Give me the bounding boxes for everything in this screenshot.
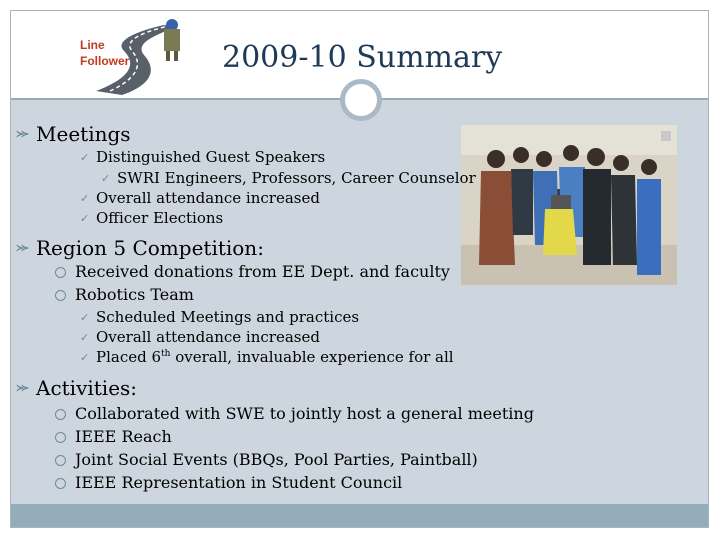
list-item-text: IEEE Representation in Student Council bbox=[75, 473, 403, 492]
ordinal-suffix: th bbox=[161, 349, 171, 359]
check-bullet-icon: ✓ bbox=[80, 311, 90, 324]
logo-text-follower: Follower bbox=[80, 54, 130, 68]
list-item bbox=[80, 189, 320, 207]
list-item-text: overall, invaluable experience for all bbox=[170, 348, 454, 366]
list-item bbox=[75, 473, 402, 492]
list-item bbox=[80, 148, 326, 166]
list-item bbox=[101, 169, 476, 187]
team-photo bbox=[461, 125, 677, 285]
check-bullet-icon: ✓ bbox=[80, 212, 90, 225]
list-item bbox=[75, 285, 194, 304]
ring-bullet-icon bbox=[55, 478, 66, 489]
slide-title: 2009-10 Summary bbox=[222, 40, 503, 75]
section-activities bbox=[16, 376, 138, 400]
list-item bbox=[80, 308, 360, 326]
list-item-text: Robotics Team bbox=[75, 285, 194, 304]
ring-bullet-icon bbox=[55, 267, 66, 278]
list-item bbox=[75, 262, 450, 281]
arrow-bullet-icon: ⪼ bbox=[16, 239, 30, 255]
list-item bbox=[75, 450, 478, 469]
list-item bbox=[75, 404, 534, 423]
arrow-bullet-icon: ⪼ bbox=[16, 379, 30, 395]
section-meetings bbox=[16, 122, 131, 146]
list-item-text: SWRI Engineers, Professors, Career Counselor bbox=[117, 169, 476, 187]
ring-bullet-icon bbox=[55, 455, 66, 466]
list-item-text: IEEE Reach bbox=[75, 427, 172, 446]
logo-text-line: Line bbox=[80, 38, 105, 52]
title-ring-ornament bbox=[340, 79, 382, 121]
check-bullet-icon: ✓ bbox=[101, 172, 111, 185]
list-item-text: Overall attendance increased bbox=[96, 189, 320, 207]
ring-bullet-icon bbox=[55, 432, 66, 443]
list-item-text: Received donations from EE Dept. and faculty bbox=[75, 262, 450, 281]
section-heading: Activities: bbox=[36, 376, 138, 400]
ring-bullet-icon bbox=[55, 290, 66, 301]
ring-bullet-icon bbox=[55, 409, 66, 420]
list-item bbox=[80, 348, 454, 366]
check-bullet-icon: ✓ bbox=[80, 192, 90, 205]
list-item-text: Overall attendance increased bbox=[96, 328, 320, 346]
section-heading: Meetings bbox=[36, 122, 131, 146]
check-bullet-icon: ✓ bbox=[80, 151, 90, 164]
list-item-text: Placed 6 bbox=[96, 348, 162, 366]
line-follower-logo bbox=[68, 17, 198, 97]
list-item bbox=[75, 427, 172, 446]
section-heading: Region 5 Competition: bbox=[36, 236, 264, 260]
check-bullet-icon: ✓ bbox=[80, 351, 90, 364]
section-region5 bbox=[16, 236, 264, 260]
list-item-text: Joint Social Events (BBQs, Pool Parties, Paintball) bbox=[75, 450, 478, 469]
list-item-text: Distinguished Guest Speakers bbox=[96, 148, 326, 166]
list-item-text: Collaborated with SWE to jointly host a general meeting bbox=[75, 404, 534, 423]
list-item-text: Scheduled Meetings and practices bbox=[96, 308, 360, 326]
list-item-text: Officer Elections bbox=[96, 209, 224, 227]
list-item bbox=[80, 328, 320, 346]
check-bullet-icon: ✓ bbox=[80, 331, 90, 344]
list-item bbox=[80, 209, 224, 227]
arrow-bullet-icon: ⪼ bbox=[16, 125, 30, 141]
